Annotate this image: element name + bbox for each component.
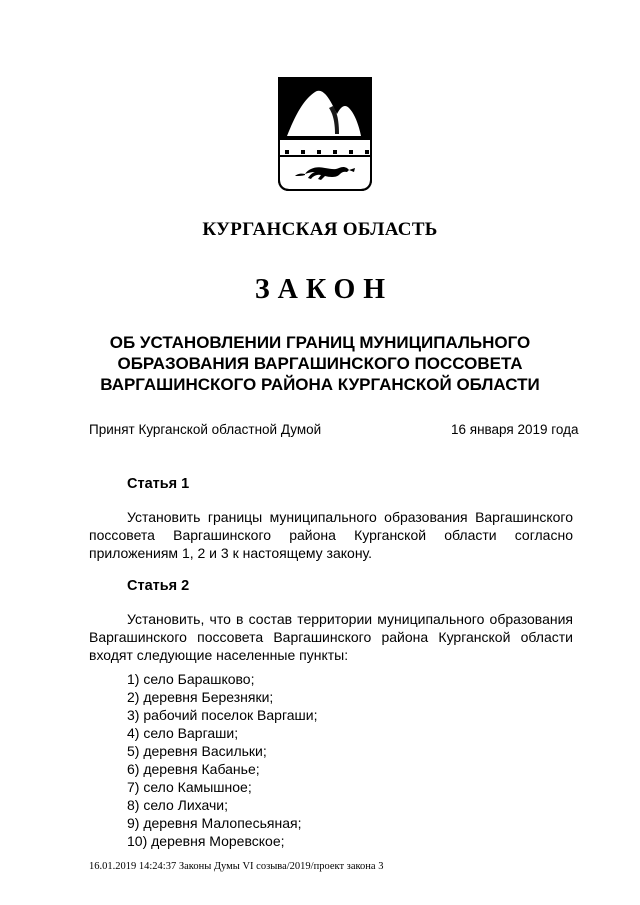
- article-1-paragraph: Установить границы муниципального образования Варгашинского поссовета Варгашинского района Курганской области согласно приложениям 1, 2 и 3 к настоящему закону.: [89, 509, 573, 561]
- list-item: 2) деревня Березняки;: [127, 689, 274, 705]
- list-item: 9) деревня Малопесьяная;: [127, 815, 302, 831]
- article-2-text: [89, 610, 573, 664]
- law-title-line: ВАРГАШИНСКОГО РАЙОНА КУРГАНСКОЙ ОБЛАСТИ: [100, 375, 540, 394]
- article-2-heading: Статья 2: [127, 578, 190, 594]
- list-item: 8) село Лихачи;: [127, 797, 228, 813]
- list-item: 6) деревня Кабанье;: [127, 761, 260, 777]
- law-title-line: ОБРАЗОВАНИЯ ВАРГАШИНСКОГО ПОССОВЕТА: [117, 354, 523, 373]
- adoption-date: 16 января 2019 года: [451, 422, 579, 437]
- article-2-paragraph: Установить, что в состав территории муниципального образования Варгашинского поссовета Варгашинского района Курганской области входят следующие населенные пункты:: [89, 611, 573, 663]
- list-item: 10) деревня Моревское;: [127, 833, 285, 849]
- article-1-heading: Статья 1: [127, 476, 190, 492]
- list-item: 1) село Барашково;: [127, 671, 255, 687]
- footer-file-path: 16.01.2019 14:24:37 Законы Думы VI созыва/2019/проект закона 3: [89, 861, 384, 872]
- region-heading: КУРГАНСКАЯ ОБЛАСТЬ: [202, 219, 438, 240]
- law-title: [0, 332, 640, 395]
- list-item: 4) село Варгаши;: [127, 725, 239, 741]
- coat-of-arms-icon: [277, 76, 373, 192]
- list-item: 5) деревня Васильки;: [127, 743, 267, 759]
- article-1-text: [89, 508, 573, 562]
- adopted-by: Принят Курганской областной Думой: [89, 422, 322, 437]
- settlements-list: [127, 670, 317, 850]
- list-item: 3) рабочий поселок Варгаши;: [127, 707, 318, 723]
- law-title-line: ОБ УСТАНОВЛЕНИИ ГРАНИЦ МУНИЦИПАЛЬНОГО: [109, 333, 531, 352]
- document-type-heading: ЗАКОН: [254, 274, 394, 305]
- list-item: 7) село Камышное;: [127, 779, 252, 795]
